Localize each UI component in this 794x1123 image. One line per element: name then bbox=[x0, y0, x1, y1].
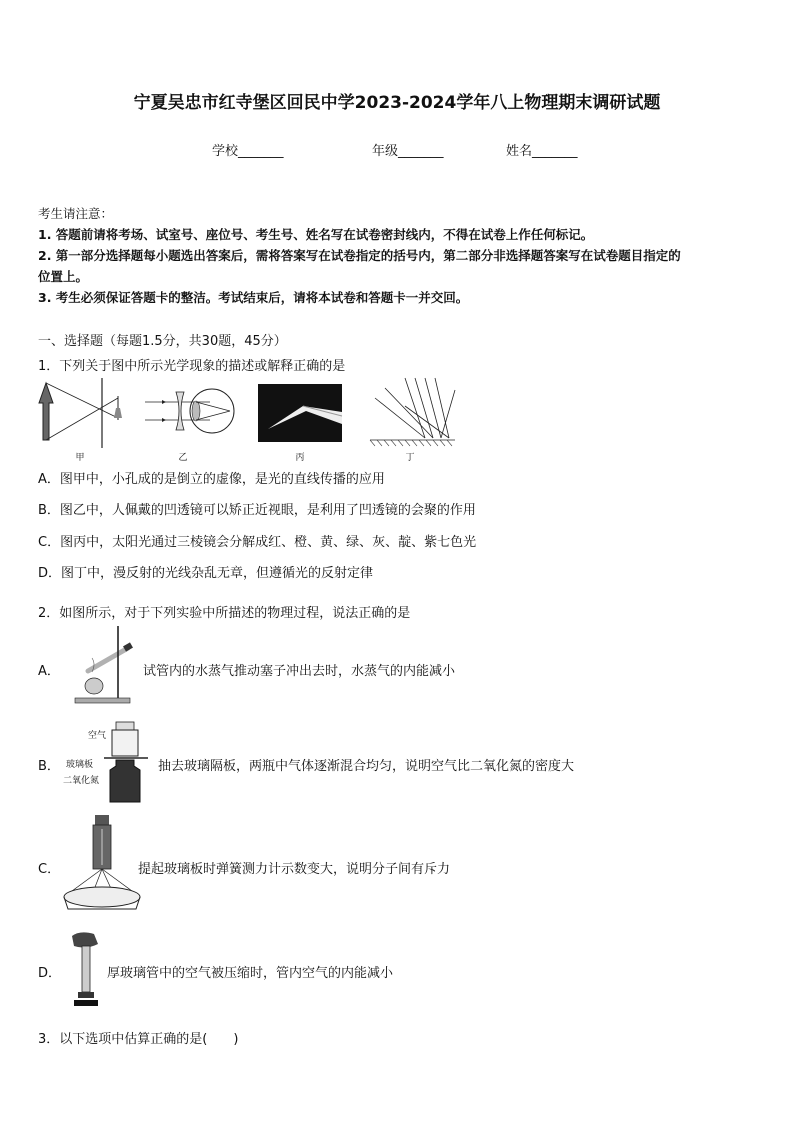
q1-option-b: B．图乙中，人佩戴的凹透镜可以矫正近视眼，是利用了凹透镜的会聚的作用 bbox=[38, 503, 476, 518]
q2-option-c-text: 提起玻璃板时弹簧测力计示数变大，说明分子间有斥力 bbox=[138, 862, 451, 877]
label-air: 空气 bbox=[88, 731, 107, 741]
q2-option-a-letter: A． bbox=[38, 664, 60, 679]
notice-item-2: 2. 第一部分选择题每小题选出答案后，需将答案写在试卷指定的括号内，第二部分非选择题答案写在试卷题目指定的 bbox=[38, 248, 681, 263]
figure-label-jia: 甲 bbox=[75, 453, 85, 463]
figure-spring-scale-glass-plate bbox=[62, 815, 142, 913]
school-field: 学校_______ bbox=[212, 144, 284, 159]
question-1-stem: 1．下列关于图中所示光学现象的描述或解释正确的是 bbox=[38, 359, 346, 374]
question-2-stem: 2．如图所示，对于下列实验中所描述的物理过程，说法正确的是 bbox=[38, 606, 411, 621]
question-3-stem: 3．以下选项中估算正确的是( ) bbox=[38, 1032, 239, 1047]
q2-option-a-text: 试管内的水蒸气推动塞子冲出去时，水蒸气的内能减小 bbox=[143, 664, 456, 679]
q1-option-c: C．图丙中，太阳光通过三棱镜会分解成红、橙、黄、绿、灰、靛、紫七色光 bbox=[38, 535, 477, 550]
section-heading: 一、选择题（每题1.5分，共30题，45分） bbox=[38, 334, 287, 349]
figure-diffuse-reflection-diagram bbox=[365, 378, 460, 448]
figure-compression-tube bbox=[66, 930, 106, 1010]
figure-label-bing: 丙 bbox=[295, 453, 305, 463]
figure-pinhole-diagram bbox=[36, 378, 126, 448]
page-title: 宁夏吴忠市红寺堡区回民中学2023-2024学年八上物理期末调研试题 bbox=[133, 93, 661, 113]
figure-prism-diagram bbox=[258, 384, 342, 442]
q2-option-c-letter: C． bbox=[38, 862, 61, 877]
notice-heading: 考生请注意： bbox=[38, 206, 114, 221]
notice-item-1: 1. 答题前请将考场、试室号、座位号、考生号、姓名写在试卷密封线内，不得在试卷上作任何标记。 bbox=[38, 227, 594, 242]
notice-item-3: 3. 考生必须保证答题卡的整洁。考试结束后，请将本试卷和答题卡一并交回。 bbox=[38, 290, 469, 305]
q1-option-d: D．图丁中，漫反射的光线杂乱无章，但遵循光的反射定律 bbox=[38, 566, 374, 581]
grade-field: 年级_______ bbox=[372, 144, 444, 159]
figure-eye-lens-diagram bbox=[140, 384, 235, 444]
q1-option-a: A．图甲中，小孔成的是倒立的虚像，是光的直线传播的应用 bbox=[38, 472, 385, 487]
q2-option-d-letter: D． bbox=[38, 966, 62, 981]
label-glass-plate: 玻璃板 bbox=[66, 760, 94, 770]
notice-item-2-cont: 位置上。 bbox=[38, 269, 89, 284]
name-field: 姓名_______ bbox=[506, 144, 578, 159]
figure-label-yi: 乙 bbox=[178, 453, 188, 463]
label-no2: 二氧化氮 bbox=[63, 776, 100, 786]
q2-option-b-text: 抽去玻璃隔板，两瓶中气体逐渐混合均匀，说明空气比二氧化氮的密度大 bbox=[158, 759, 575, 774]
q2-option-b-letter: B． bbox=[38, 759, 60, 774]
q2-option-d-text: 厚玻璃管中的空气被压缩时，管内空气的内能减小 bbox=[107, 966, 394, 981]
figure-gas-diffusion-bottles bbox=[100, 722, 150, 806]
figure-test-tube-steam bbox=[70, 626, 135, 704]
figure-label-ding: 丁 bbox=[405, 453, 415, 463]
